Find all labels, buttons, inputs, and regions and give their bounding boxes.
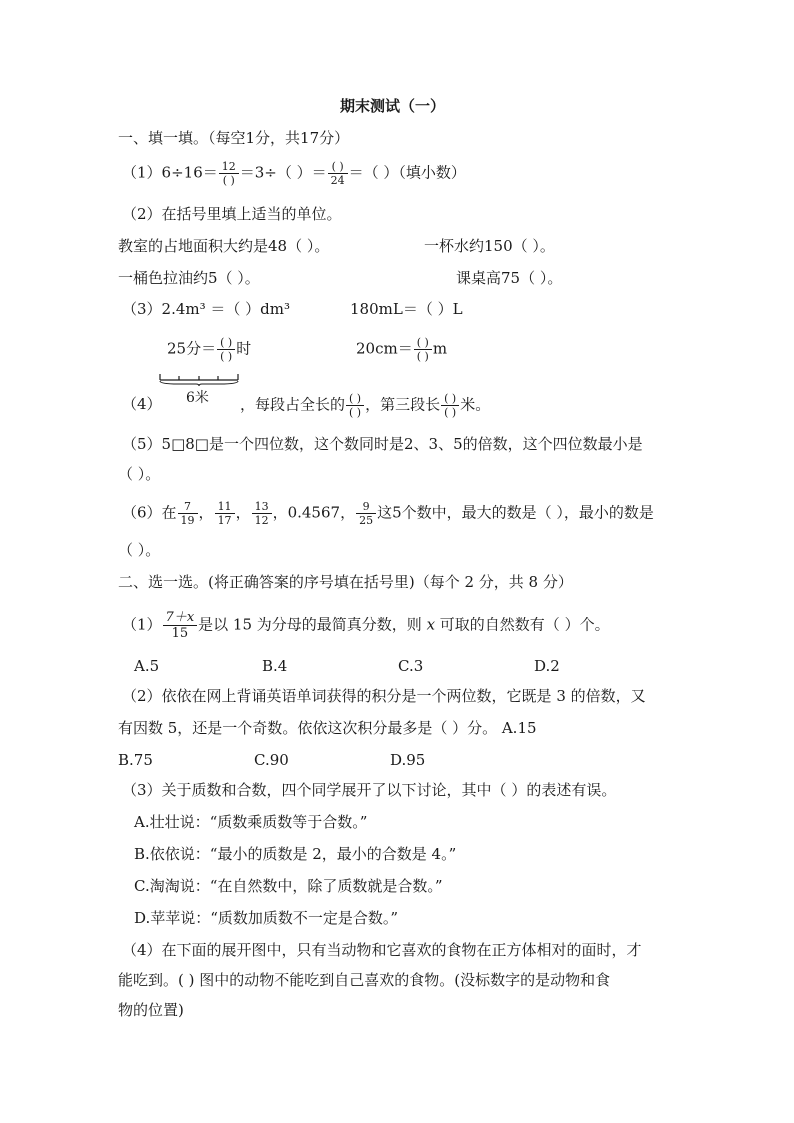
q1-3-a: （3）2.4m³ ＝（ ）dm³ — [122, 300, 291, 318]
q1-2: （2）在括号里填上适当的单位。 — [122, 205, 342, 223]
q1-6-answer: （ ）。 — [118, 541, 161, 559]
q2-4: （4）在下面的展开图中，只有当动物和它喜欢的食物在正方体相对的面时，才 — [122, 941, 642, 959]
q1-3-b: 180mL＝（ ）L — [350, 300, 463, 318]
q1-1: （1）6÷16＝ $\frac{12}{( )}$ ＝3÷（ ）＝ $\frac{( )}{24}$ ＝（ ）（填小数） — [122, 160, 466, 187]
fraction: $\frac{( )}{( )}$ — [346, 392, 364, 419]
section-1-heading: 一、填一填。（每空1分，共17分） — [118, 129, 350, 147]
fraction: $\frac{12}{( )}$ — [219, 160, 239, 187]
q2-2-option-c: C.90 — [254, 751, 289, 769]
q1-4: ，每段占全长的 $\frac{( )}{( )}$ ，第三段长 $\frac{( )}{( )}$ 米。 — [240, 392, 491, 419]
q1-5-answer: （ ）。 — [118, 465, 161, 483]
q2-3-option-d: D.苹苹说：“质数加质数不一定是合数。” — [134, 909, 399, 927]
fraction: $\frac{( )}{( )}$ — [441, 392, 459, 419]
ruler-diagram — [158, 370, 242, 386]
q2-3-option-c: C.淘淘说：“在自然数中，除了质数就是合数。” — [134, 877, 443, 895]
section-2-heading: 二、选一选。(将正确答案的序号填在括号里)（每个 2 分，共 8 分） — [118, 573, 573, 591]
q2-1: （1） $\frac{7+x}{15}$ 是以 15 为分母的最简真分数，则 x 可取的自然数有（ ）个。 — [122, 610, 610, 641]
q1-5: （5）5□8□是一个四位数，这个数同时是2、3、5的倍数，这个四位数最小是 — [122, 435, 643, 453]
fraction: $\frac{( )}{( )}$ — [414, 336, 432, 363]
q1-2-b: 一杯水约150（ ）。 — [424, 237, 555, 255]
q1-2-d: 课桌高75（ ）。 — [456, 269, 563, 287]
ruler-label: 6米 — [186, 390, 209, 406]
q2-2: （2）依依在网上背诵英语单词获得的积分是一个两位数，它既是 3 的倍数，又 — [122, 687, 646, 705]
q1-2-c: 一桶色拉油约5（ ）。 — [118, 269, 260, 287]
q2-2-option-b: B.75 — [118, 751, 153, 769]
fraction: $\frac{( )}{( )}$ — [217, 336, 235, 363]
q2-2-cont: 有因数 5，还是一个奇数。依依这次积分最多是（ ）分。 A.15 — [118, 719, 537, 737]
fraction: $\frac{( )}{24}$ — [328, 160, 348, 187]
q2-1-option-c: C.3 — [398, 657, 424, 675]
fraction: $\frac{7+x}{15}$ — [163, 610, 198, 641]
fraction: $\frac{11}{17}$ — [215, 500, 235, 527]
q1-3-c: 25分＝ $\frac{( )}{( )}$ 时 — [167, 336, 252, 363]
q1-6: （6）在 $\frac{7}{19}$ ， $\frac{11}{17}$ ， $\frac{13}{12}$ ，0.4567， $\frac{9}{25}$ 这5个数中，最大的数是（ ），最小的数是 — [122, 500, 654, 527]
q2-1-option-b: B.4 — [262, 657, 288, 675]
q2-4-cont2: 物的位置) — [118, 1001, 184, 1019]
fraction: $\frac{7}{19}$ — [178, 500, 198, 527]
q2-1-option-a: A.5 — [134, 657, 160, 675]
q2-3-option-b: B.依依说：“最小的质数是 2，最小的合数是 4。” — [134, 845, 457, 863]
fraction: $\frac{13}{12}$ — [252, 500, 272, 527]
page-title: 期末测试（一） — [340, 97, 446, 115]
q2-1-option-d: D.2 — [534, 657, 560, 675]
q2-2-option-d: D.95 — [390, 751, 426, 769]
q1-2-a: 教室的占地面积大约是48（ ）。 — [118, 237, 330, 255]
q2-3-option-a: A.壮壮说：“质数乘质数等于合数。” — [134, 813, 368, 831]
q2-4-cont: 能吃到。( ) 图中的动物不能吃到自己喜欢的食物。(没标数字的是动物和食 — [118, 971, 611, 989]
q2-3: （3）关于质数和合数，四个同学展开了以下讨论，其中（ ）的表述有误。 — [122, 781, 617, 799]
q1-3-d: 20cm＝ $\frac{( )}{( )}$ m — [356, 336, 448, 363]
q1-4-number: （4） — [122, 395, 162, 413]
fraction: $\frac{9}{25}$ — [356, 500, 376, 527]
